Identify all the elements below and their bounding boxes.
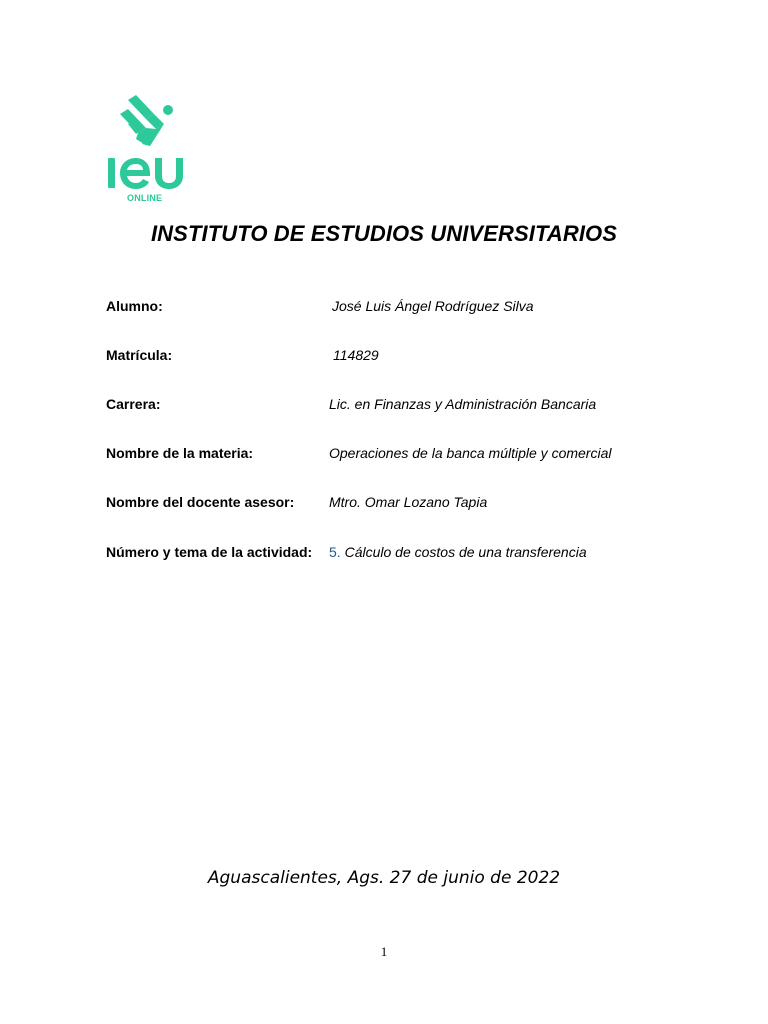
field-value-carrera: Lic. en Finanzas y Administración Bancaria [329, 396, 597, 412]
field-alumno [106, 298, 726, 318]
field-label-materia: Nombre de la materia: [106, 445, 254, 461]
field-carrera [106, 396, 726, 416]
field-label-actividad: Número y tema de la actividad: [106, 544, 313, 560]
field-docente [106, 494, 726, 514]
field-actividad [106, 544, 726, 564]
activity-number: 5. [329, 544, 341, 560]
field-label-matricula: Matrícula: [106, 347, 173, 363]
field-matricula [106, 347, 726, 367]
field-label-alumno: Alumno: [106, 298, 163, 314]
ieu-logo [106, 92, 186, 208]
institution-title: INSTITUTO DE ESTUDIOS UNIVERSITARIOS [150, 221, 618, 246]
field-label-carrera: Carrera: [106, 396, 161, 412]
logo-subtitle: ONLINE [127, 193, 163, 203]
field-materia [106, 445, 726, 465]
field-value-actividad [329, 544, 587, 560]
ieu-wordmark [108, 158, 183, 189]
field-value-materia: Operaciones de la banca múltiple y comercial [329, 445, 612, 461]
field-value-alumno: José Luis Ángel Rodríguez Silva [332, 298, 534, 314]
field-value-matricula: 114829 [333, 347, 379, 363]
activity-topic: Cálculo de costos de una transferencia [344, 544, 587, 560]
chevron-arrows-logo-icon [120, 95, 173, 146]
field-label-docente: Nombre del docente asesor: [106, 494, 295, 510]
page-number: 1 [380, 944, 388, 959]
field-value-docente: Mtro. Omar Lozano Tapia [329, 494, 488, 510]
place-and-date: Aguascalientes, Ags. 27 de junio de 2022 [207, 868, 561, 888]
